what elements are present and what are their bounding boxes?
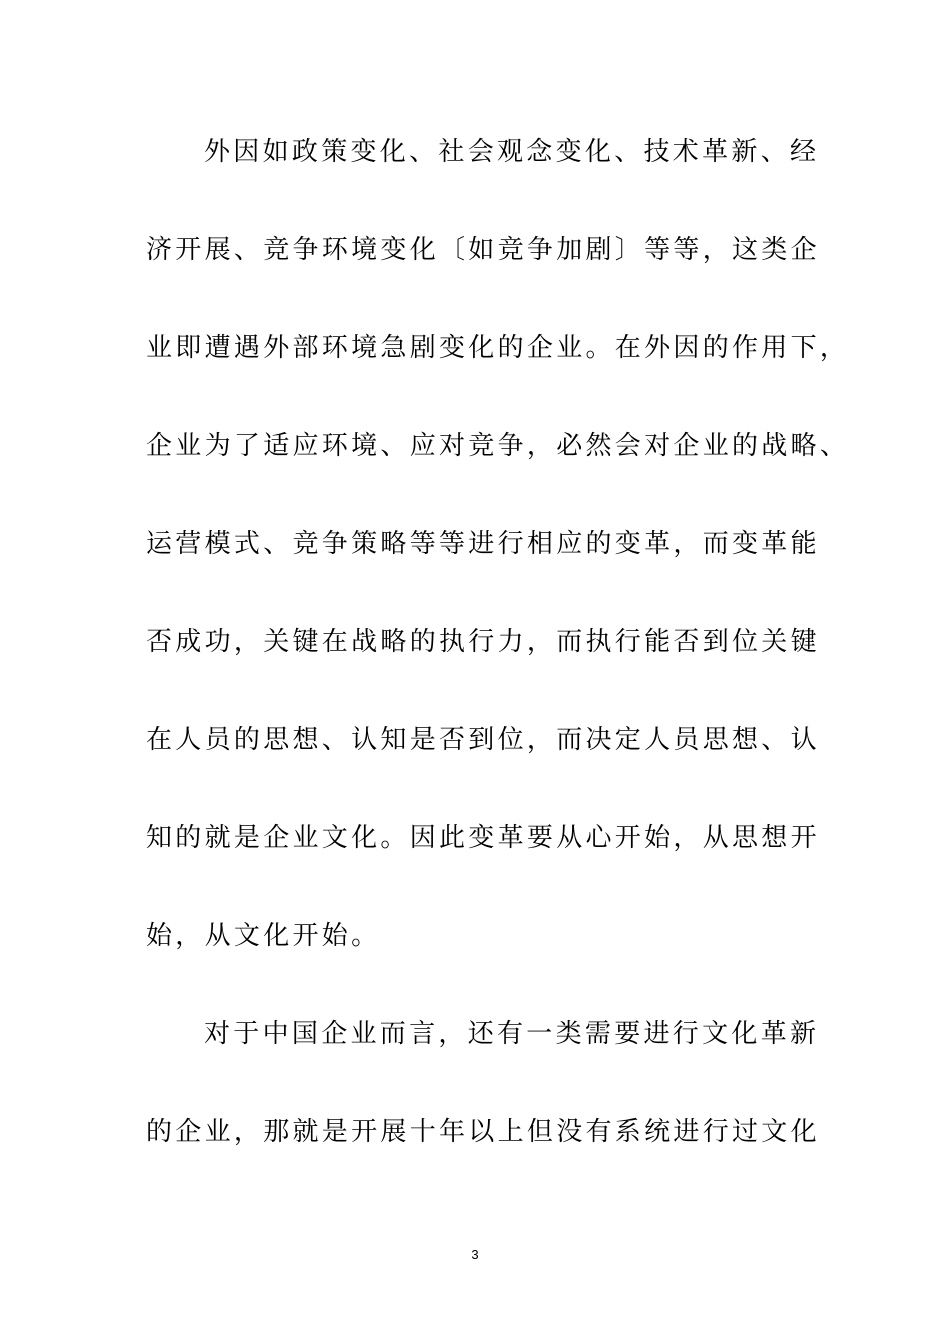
paragraph-1-line-5: 运营模式、竞争策略等等进行相应的变革，而变革能: [146, 529, 820, 559]
paragraph-1-line-7: 在人员的思想、认知是否到位，而决定人员思想、认: [146, 725, 820, 755]
paragraph-1-line-2: 济开展、竞争环境变化〔如竞争加剧〕等等，这类企: [146, 235, 820, 265]
paragraph-1-line-6: 否成功，关键在战略的执行力，而执行能否到位关键: [146, 627, 820, 657]
paragraph-1-line-3: 业即遭遇外部环境急剧变化的企业。在外因的作用下，: [146, 333, 850, 363]
paragraph-1-line-9: 始，从文化开始。: [146, 921, 381, 951]
paragraph-1-line-8: 知的就是企业文化。因此变革要从心开始，从思想开: [146, 823, 820, 853]
page-number: 3: [471, 1247, 479, 1262]
paragraph-1-line-1: 外因如政策变化、社会观念变化、技术革新、经: [204, 137, 820, 167]
paragraph-1-line-4: 企业为了适应环境、应对竞争，必然会对企业的战略、: [146, 431, 850, 461]
paragraph-2-line-2: 的企业，那就是开展十年以上但没有系统进行过文化: [146, 1117, 820, 1147]
paragraph-2-line-1: 对于中国企业而言，还有一类需要进行文化革新: [204, 1019, 820, 1049]
